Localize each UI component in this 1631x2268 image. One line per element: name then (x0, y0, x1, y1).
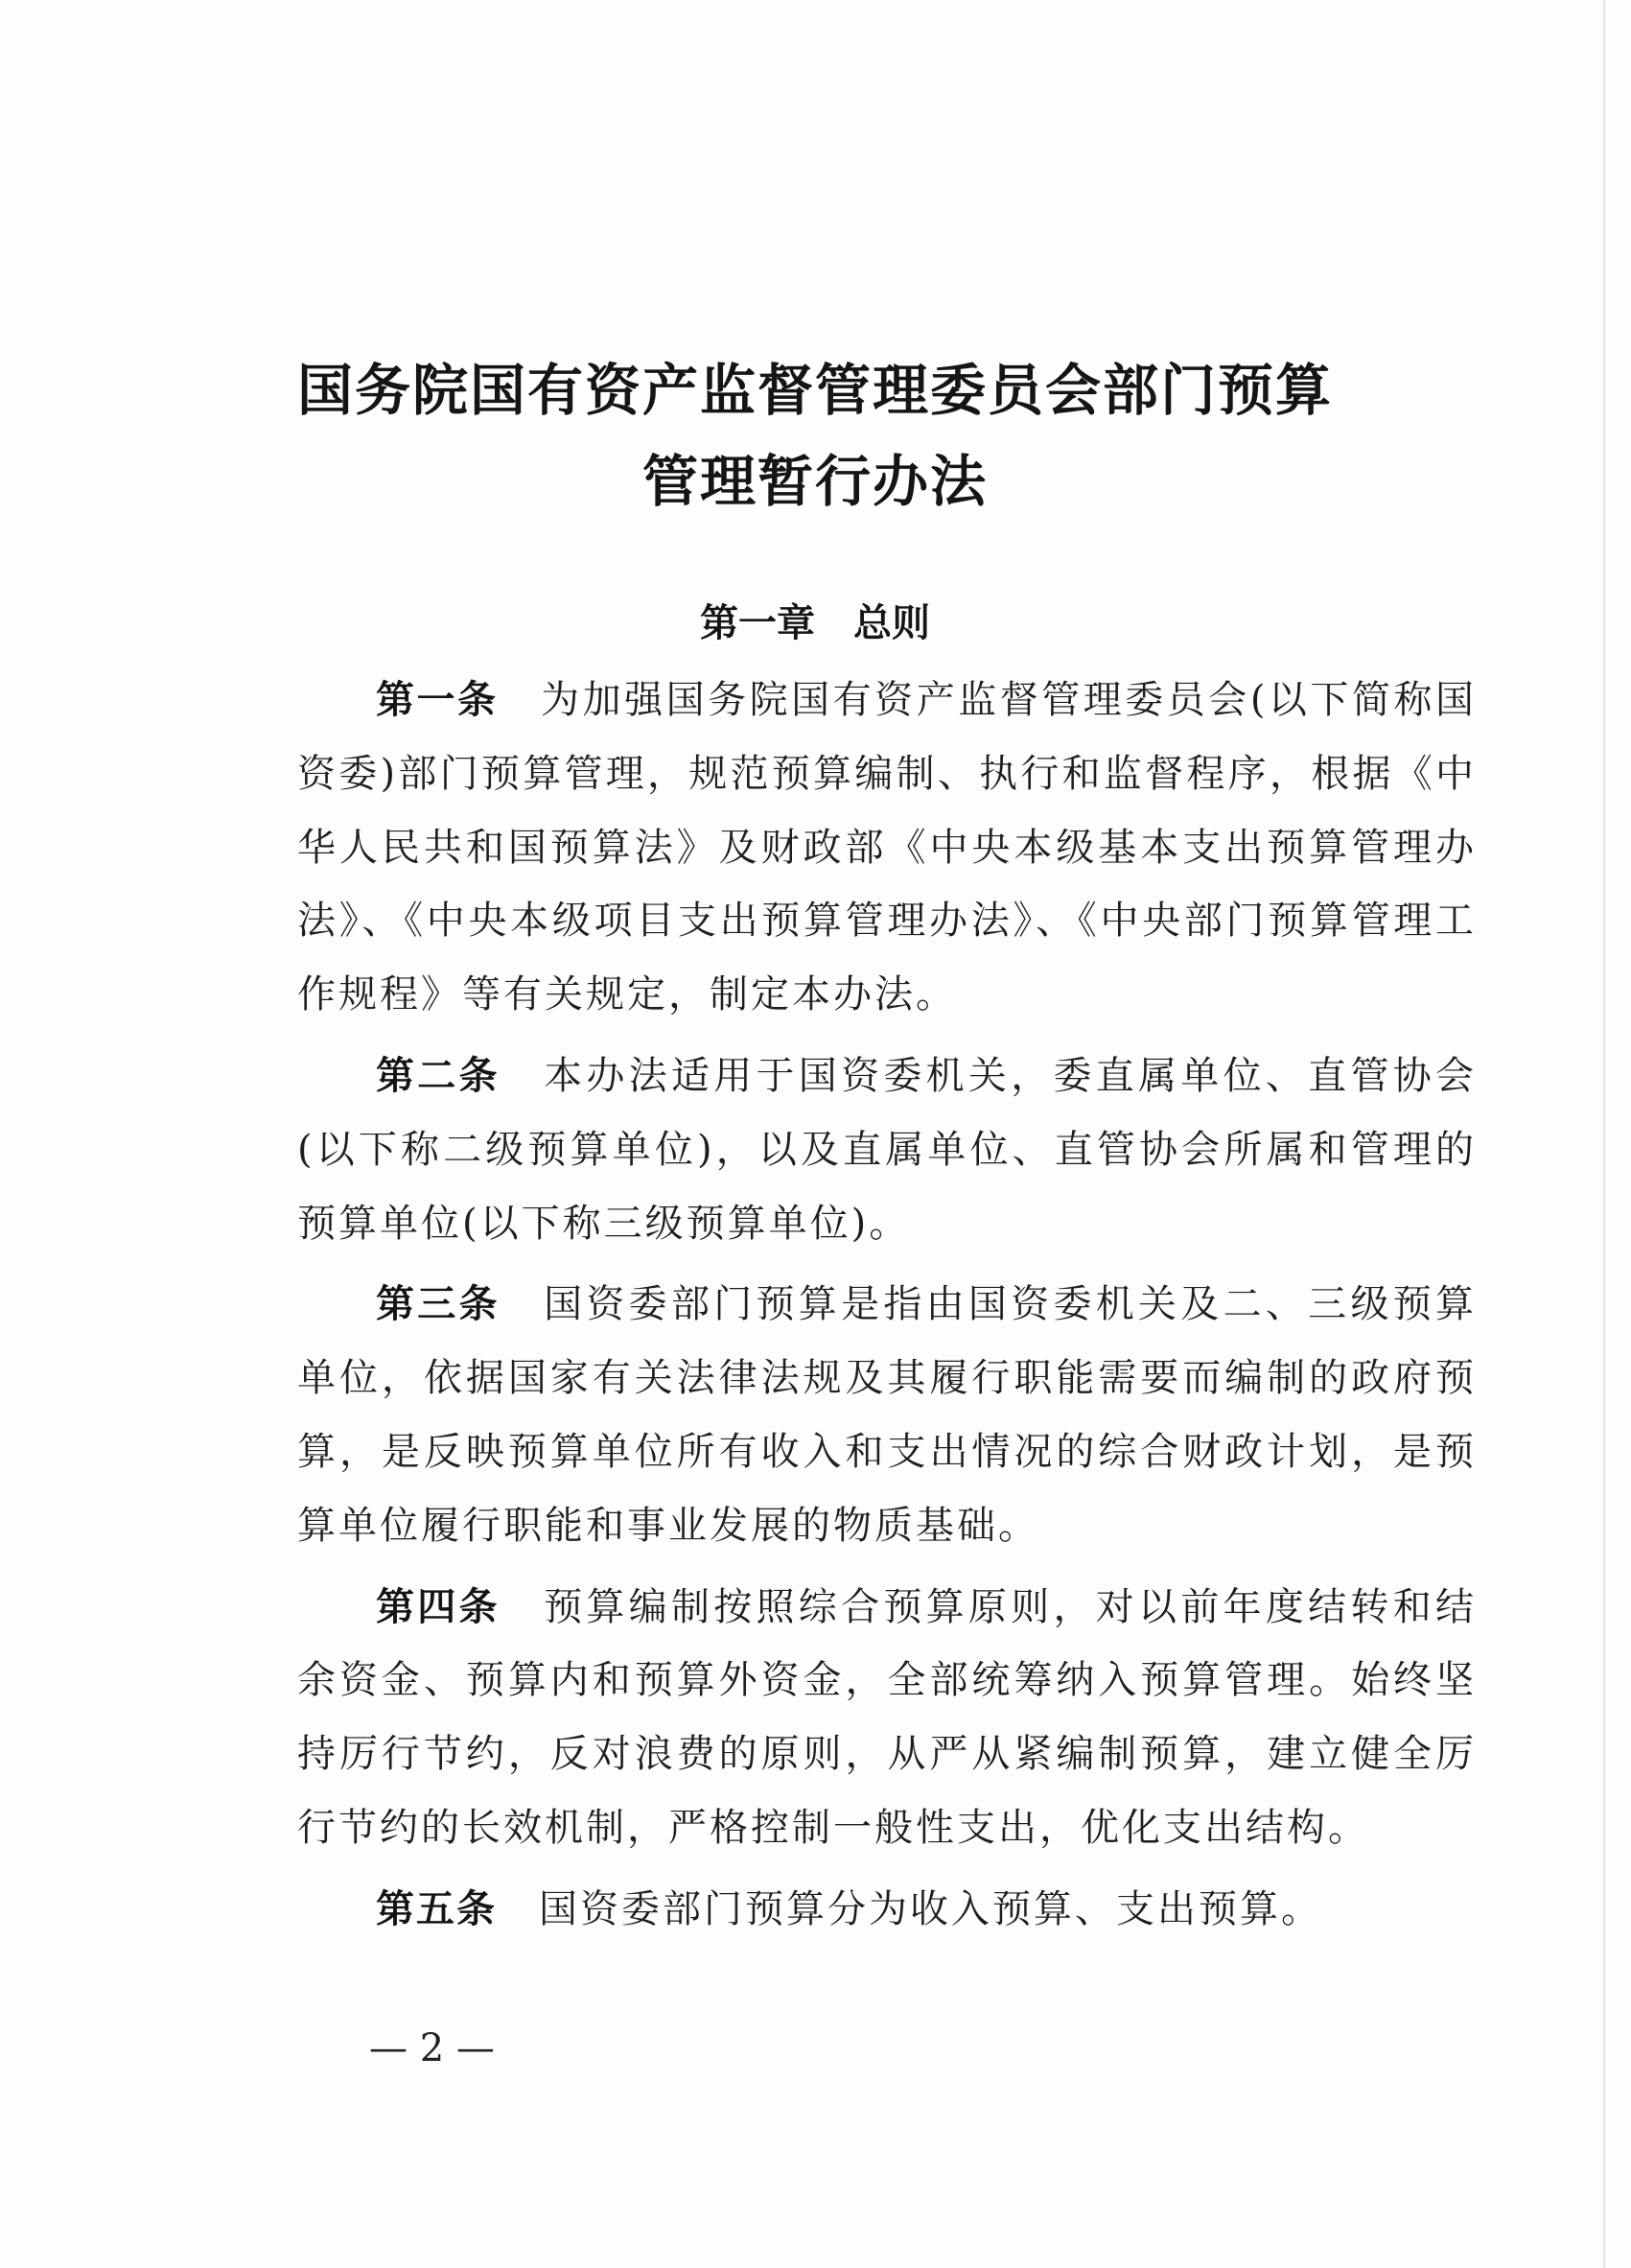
article-5-text: 国资委部门预算分为收入预算、支出预算。 (539, 1886, 1322, 1931)
article-3 (297, 1268, 1477, 1562)
article-4 (297, 1571, 1477, 1865)
article-2-text: 本办法适用于国资委机关，委直属单位、直管协会(以下称二级预算单位)，以及直属单位、直管协会所属和管理的预算单位(以下称三级预算单位)。 (297, 1053, 1478, 1246)
article-1-label: 第一条 (376, 678, 499, 722)
article-2 (297, 1040, 1477, 1260)
document-body (297, 664, 1477, 1947)
article-3-label: 第三条 (376, 1282, 501, 1327)
article-5-label: 第五条 (376, 1886, 497, 1931)
article-2-label: 第二条 (376, 1053, 501, 1098)
page-number: — 2 — (369, 2026, 495, 2070)
article-3-text: 国资委部门预算是指由国资委机关及二、三级预算单位，依据国家有关法律法规及其履行职能需要而编制的政府预算，是反映预算单位所有收入和支出情况的综合财政计划，是预算单位履行职能和事业发展的物质基础。 (297, 1282, 1478, 1548)
article-4-text: 预算编制按照综合预算原则，对以前年度结转和结余资金、预算内和预算外资金，全部统筹纳入预算管理。始终坚持厉行节约，反对浪费的原则，从严从紧编制预算，建立健全厉行节约的长效机制，严格控制一般性支出，优化支出结构。 (297, 1584, 1478, 1850)
document-title-line-2: 管理暂行办法 (641, 449, 988, 514)
article-5 (297, 1873, 1477, 1947)
article-4-label: 第四条 (376, 1584, 501, 1629)
document-title-line-1: 国务院国有资产监督管理委员会部门预算 (296, 358, 1333, 423)
article-1-text: 为加强国务院国有资产监督管理委员会(以下简称国资委)部门预算管理，规范预算编制、执行和监督程序，根据《中华人民共和国预算法》及财政部《中央本级基本支出预算管理办法》、《中央本级项目支出预算管理办法》、《中央部门预算管理工作规程》等有关规定，制定本办法。 (297, 678, 1477, 1017)
scan-edge (1603, 0, 1605, 2268)
article-1 (297, 664, 1477, 1032)
chapter-heading: 第一章 总则 (700, 601, 930, 645)
